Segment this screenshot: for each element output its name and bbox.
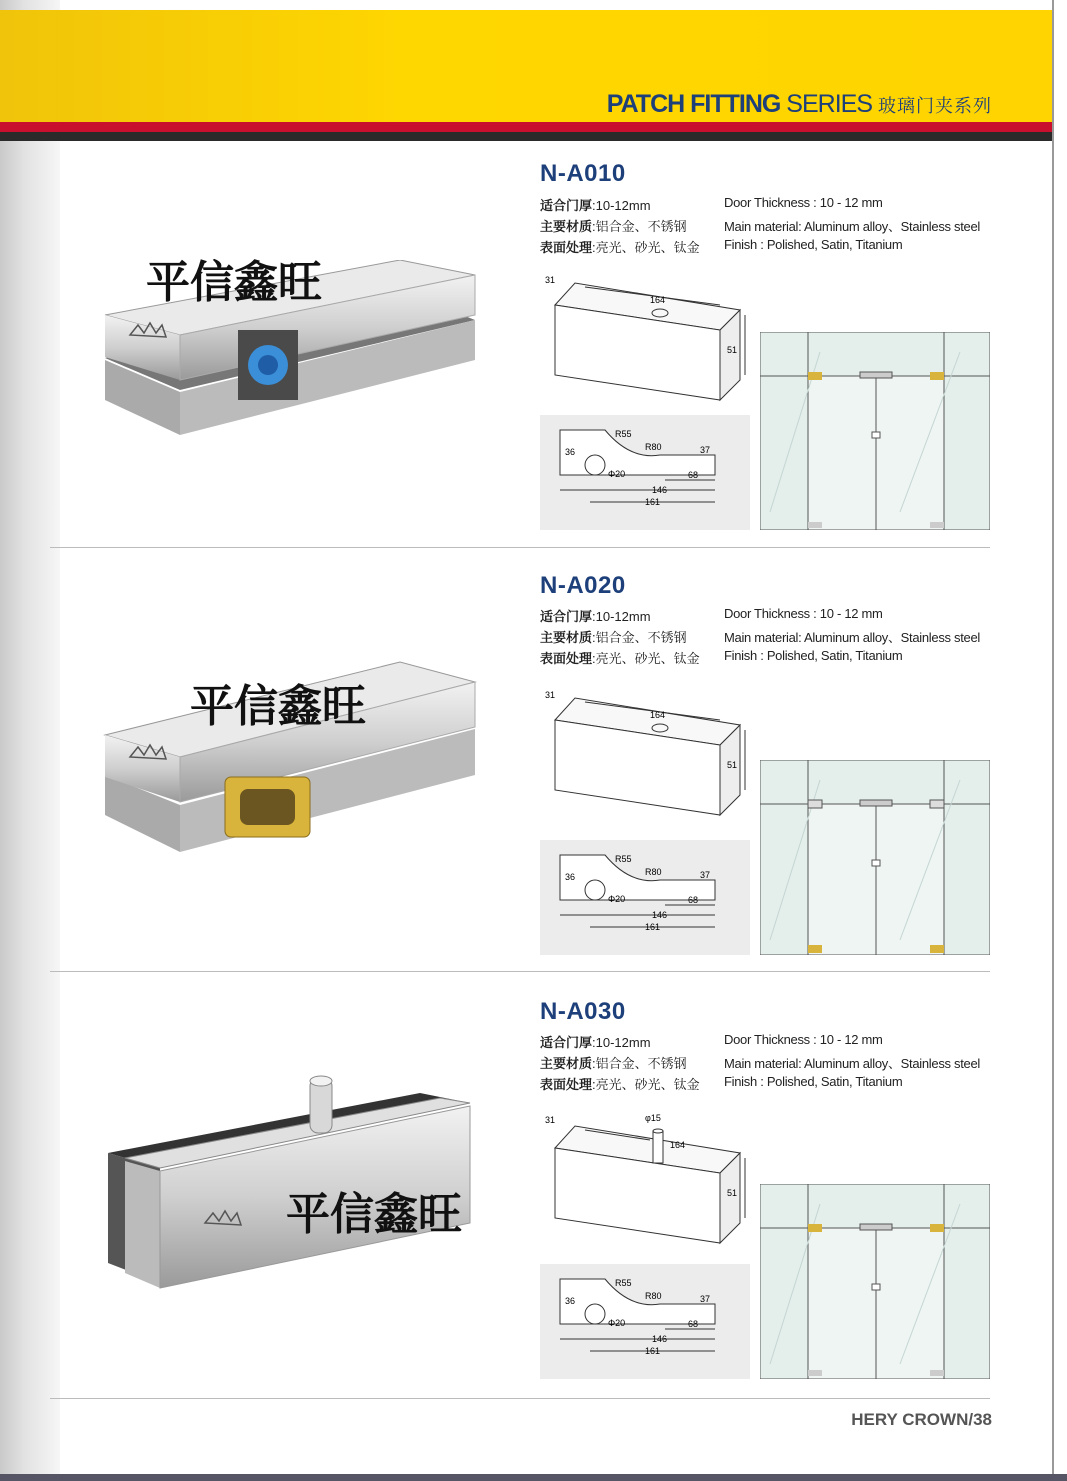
dim-label: 68: [688, 895, 699, 905]
spec-cn-thickness: [540, 195, 651, 214]
footer-brand: HERY CROWN: [851, 1410, 969, 1429]
dim-label: 37: [700, 870, 711, 880]
spec-cn-material: [540, 1053, 687, 1072]
dim-label: 51: [727, 1188, 738, 1198]
dim-label: 37: [700, 1294, 711, 1304]
series-title-bold: PATCH FITTING: [606, 90, 781, 118]
spec-value: :铝合金、不锈钢: [592, 1056, 687, 1071]
door-installation-diagram: [760, 332, 990, 530]
plan-dimension-drawing: [540, 840, 750, 955]
dim-label: R55: [615, 1278, 632, 1288]
bottom-edge: [0, 1474, 1067, 1481]
dim-label: 51: [727, 345, 738, 355]
page-edge: [1052, 0, 1054, 1481]
dim-label: 36: [565, 447, 576, 457]
dim-label: 31: [545, 275, 556, 285]
spec-value: :铝合金、不锈钢: [592, 630, 687, 645]
spec-en-material: Main material: Aluminum alloy、Stainless steel: [724, 219, 980, 234]
dim-label: 161: [645, 1346, 661, 1356]
plan-dimension-box: [540, 840, 750, 955]
spec-en-finish: Finish : Polished, Satin, Titanium: [724, 1074, 903, 1089]
spec-cn-finish: [540, 1074, 700, 1093]
door-installation-diagram: [760, 760, 990, 955]
spec-label: 表面处理: [540, 240, 593, 255]
dim-label: R80: [645, 867, 662, 877]
spec-value: :10-12mm: [592, 198, 651, 213]
dim-label: 68: [688, 1319, 699, 1329]
dim-label: 37: [700, 445, 711, 455]
plan-dimension-box: [540, 1264, 750, 1379]
dim-label: R55: [615, 854, 632, 864]
spec-label: 主要材质: [540, 219, 593, 234]
spec-label: 适合门厚: [540, 1035, 593, 1050]
dim-label: R55: [615, 429, 632, 439]
dim-label: 164: [650, 295, 666, 305]
spec-label: 主要材质: [540, 630, 593, 645]
product-code: N-A020: [540, 572, 626, 599]
footer-page-label: [851, 1410, 992, 1430]
dim-label: 161: [645, 922, 661, 932]
iso-dimension-drawing: [540, 275, 750, 410]
spec-value: :10-12mm: [592, 609, 651, 624]
spec-en-finish: Finish : Polished, Satin, Titanium: [724, 237, 903, 252]
spec-cn-thickness: [540, 1032, 651, 1051]
spec-label: 适合门厚: [540, 609, 593, 624]
spec-cn-finish: [540, 237, 700, 256]
watermark-text: 平信鑫旺: [146, 257, 322, 308]
spec-cn-finish: [540, 648, 700, 667]
dim-label: 51: [727, 760, 738, 770]
plan-dimension-drawing: [540, 1264, 750, 1379]
spec-value: :亮光、砂光、钛金: [592, 651, 700, 666]
spec-label: 适合门厚: [540, 198, 593, 213]
dim-label: 36: [565, 872, 576, 882]
dim-label: 161: [645, 497, 661, 507]
section-divider: [50, 971, 990, 972]
dim-label: 164: [650, 710, 666, 720]
footer-divider: [50, 1398, 990, 1399]
dim-label: 146: [652, 1334, 668, 1344]
spec-value: :铝合金、不锈钢: [592, 219, 687, 234]
spec-label: 表面处理: [540, 651, 593, 666]
series-title-cn: 玻璃门夹系列: [878, 96, 992, 116]
spec-label: 主要材质: [540, 1056, 593, 1071]
dim-label: 146: [652, 910, 668, 920]
watermark-text: 平信鑫旺: [286, 1189, 462, 1240]
dim-label: 36: [565, 1296, 576, 1306]
iso-dimension-drawing: [540, 1113, 750, 1253]
door-installation-diagram: [760, 1184, 990, 1379]
product-code: N-A030: [540, 998, 626, 1025]
dim-label: Φ20: [608, 1318, 626, 1328]
product-n-a010: [50, 160, 990, 550]
series-title-light: SERIES: [786, 90, 872, 118]
spec-label: 表面处理: [540, 1077, 593, 1092]
spec-en-thickness: Door Thickness : 10 - 12 mm: [724, 606, 883, 621]
plan-dimension-drawing: [540, 415, 750, 530]
spec-en-thickness: Door Thickness : 10 - 12 mm: [724, 195, 883, 210]
dim-label: φ15: [645, 1113, 661, 1123]
dim-label: Φ20: [608, 894, 626, 904]
spec-en-finish: Finish : Polished, Satin, Titanium: [724, 648, 903, 663]
plan-dimension-box: [540, 415, 750, 530]
dim-label: 164: [670, 1140, 686, 1150]
watermark-text: 平信鑫旺: [190, 681, 366, 732]
dim-label: R80: [645, 442, 662, 452]
spec-cn-thickness: [540, 606, 651, 625]
spec-value: :亮光、砂光、钛金: [592, 240, 700, 255]
header-dark-stripe: [0, 132, 1052, 141]
spec-en-thickness: Door Thickness : 10 - 12 mm: [724, 1032, 883, 1047]
spec-value: :亮光、砂光、钛金: [592, 1077, 700, 1092]
spec-value: :10-12mm: [592, 1035, 651, 1050]
product-n-a020: [50, 572, 990, 967]
series-title: [607, 90, 992, 119]
product-n-a030: [50, 998, 990, 1393]
dim-label: 31: [545, 1115, 556, 1125]
section-divider: [50, 547, 990, 548]
dim-label: 31: [545, 690, 556, 700]
spec-en-material: Main material: Aluminum alloy、Stainless steel: [724, 630, 980, 645]
spec-cn-material: [540, 627, 687, 646]
spec-cn-material: [540, 216, 687, 235]
dim-label: 146: [652, 485, 668, 495]
header-red-stripe: [0, 122, 1052, 132]
dim-label: Φ20: [608, 469, 626, 479]
product-code: N-A010: [540, 160, 626, 187]
page-number: /38: [968, 1410, 992, 1429]
iso-dimension-drawing: [540, 690, 750, 825]
spec-en-material: Main material: Aluminum alloy、Stainless steel: [724, 1056, 980, 1071]
dim-label: 68: [688, 470, 699, 480]
dim-label: R80: [645, 1291, 662, 1301]
